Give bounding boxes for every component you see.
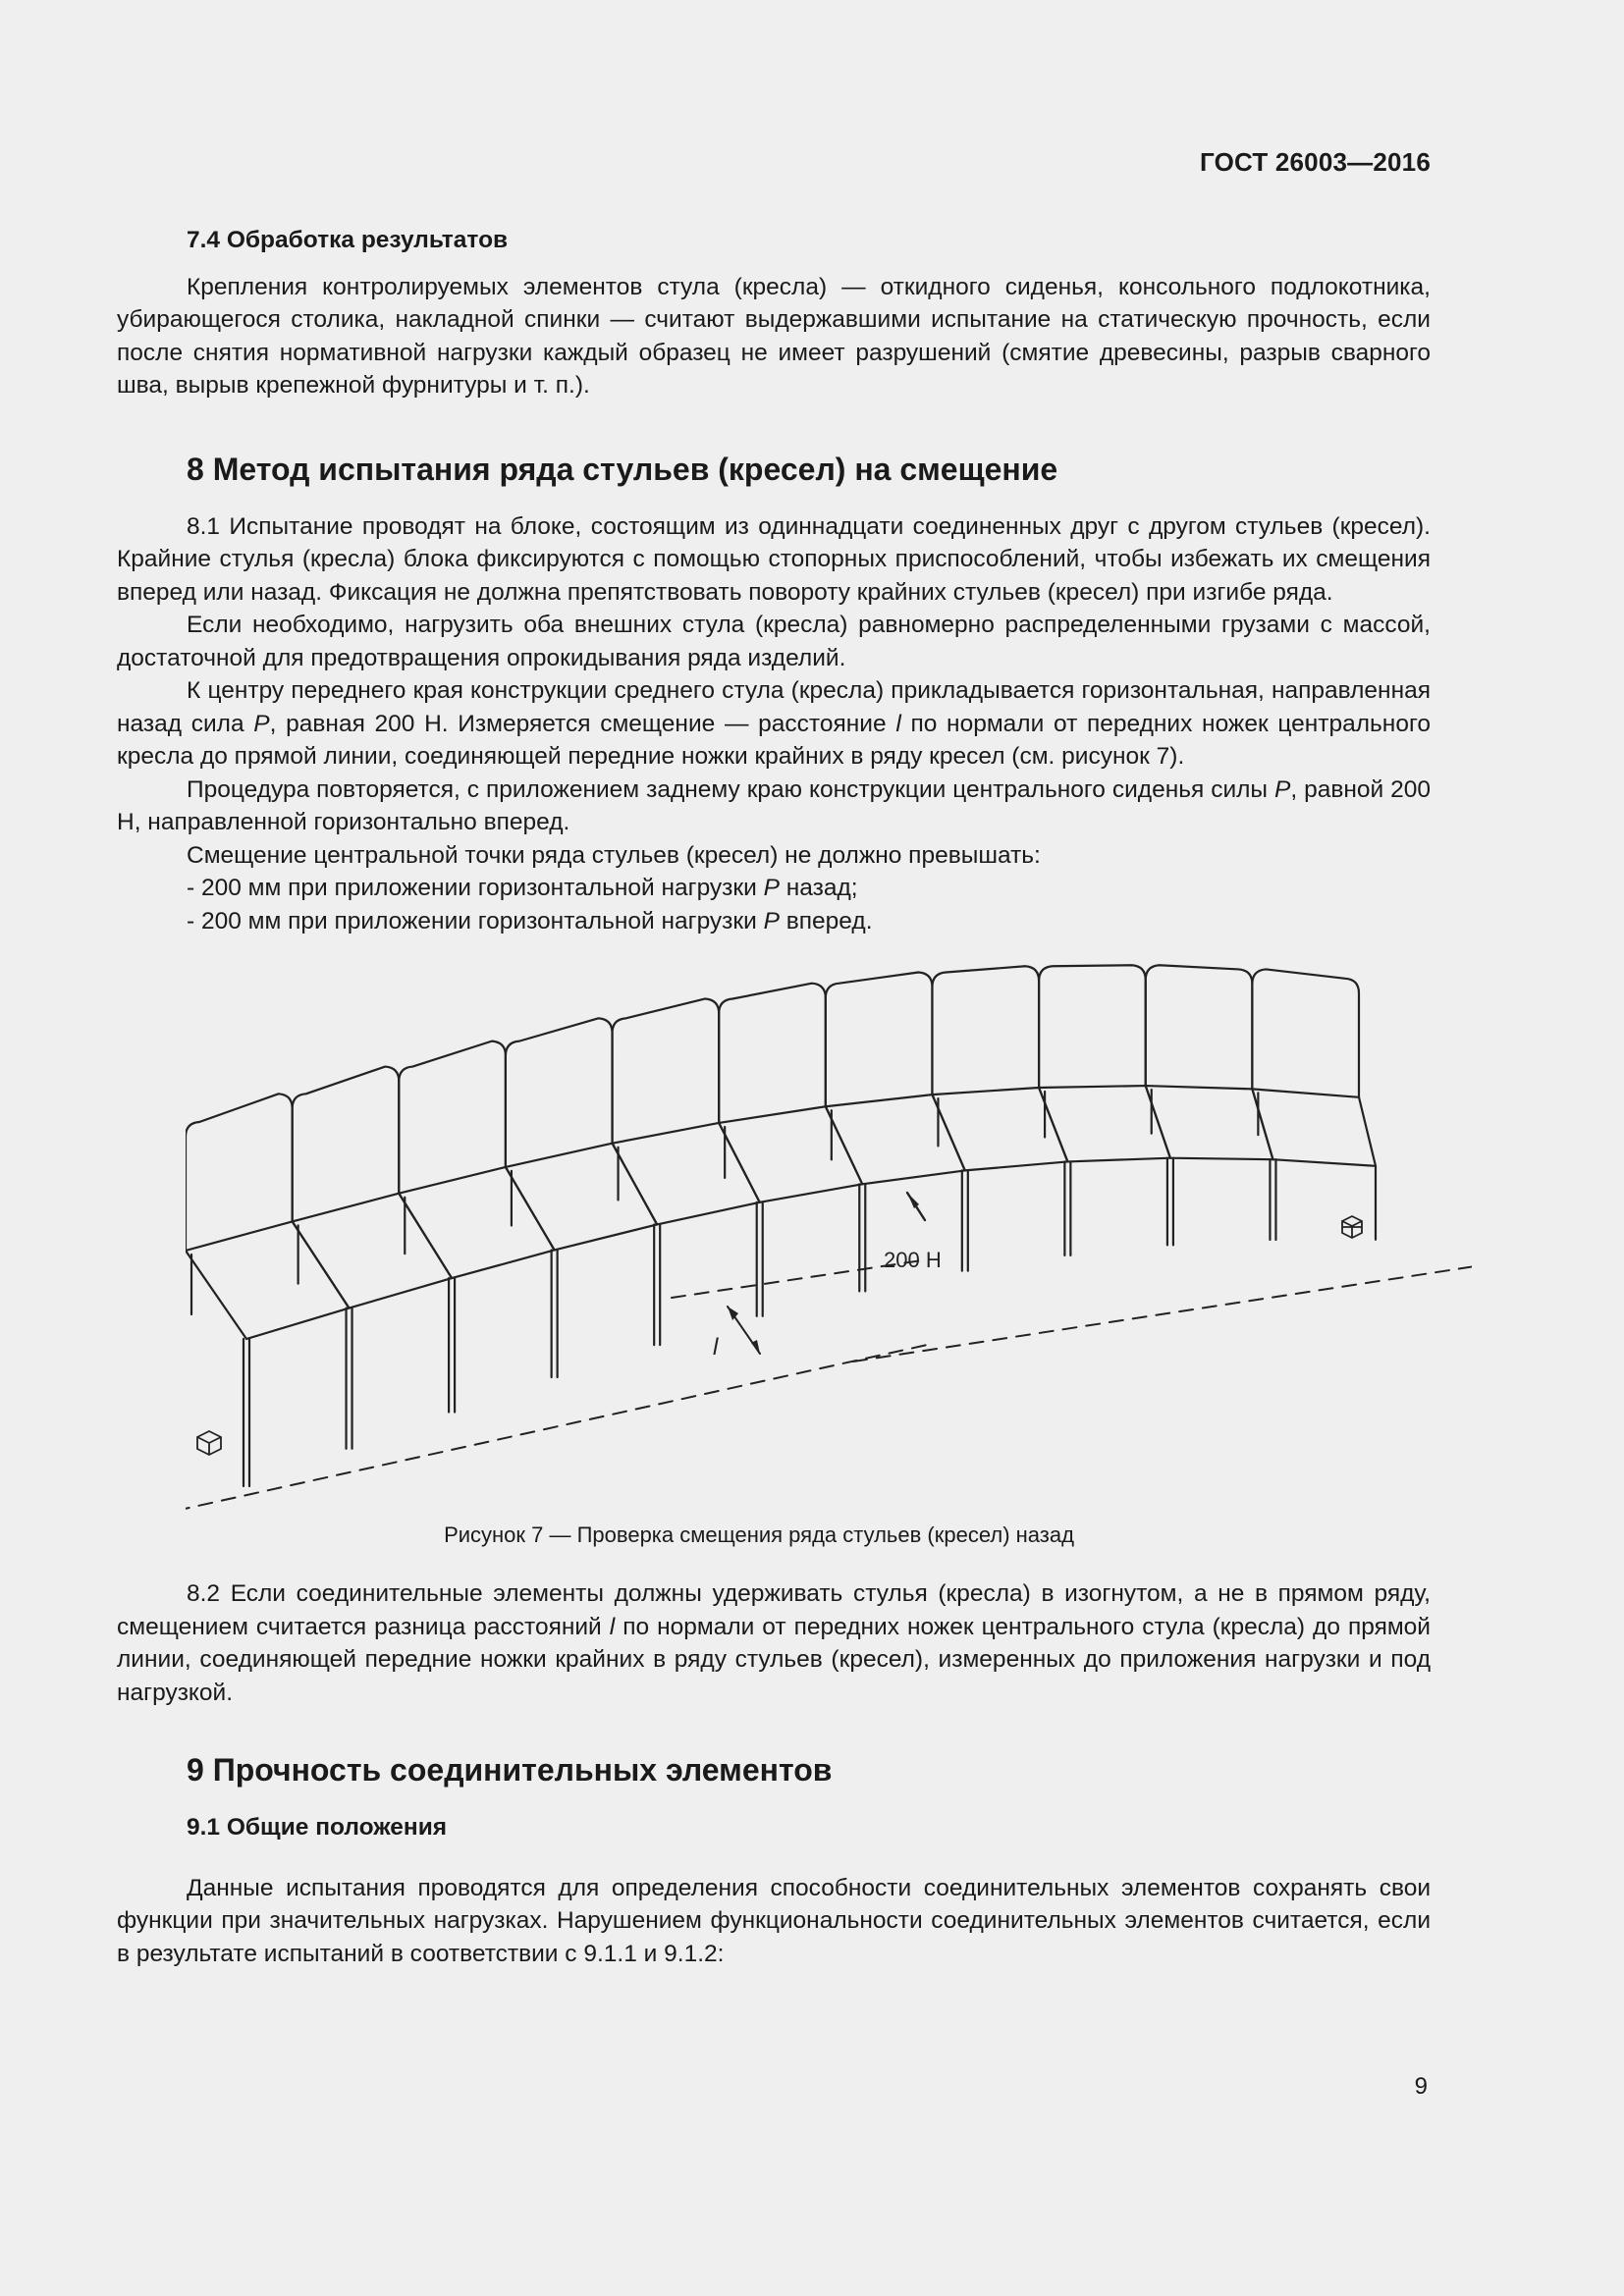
- chair-back: [1252, 969, 1359, 1096]
- chair-back: [719, 984, 826, 1123]
- variable-p: P: [763, 907, 780, 934]
- figure-7: [117, 951, 1431, 1521]
- page-number: 9: [1414, 2073, 1428, 2100]
- left-stopper-icon: [197, 1431, 221, 1455]
- variable-p: P: [1273, 775, 1291, 803]
- chair-leg: [1167, 1158, 1173, 1246]
- chair-leg: [962, 1170, 968, 1270]
- chair-leg: [347, 1308, 352, 1449]
- variable-l: l: [895, 710, 901, 737]
- chair-back: [1039, 965, 1146, 1088]
- section-8-title: 8 Метод испытания ряда стульев (кресел) на смещение: [187, 451, 1058, 487]
- chair-back: [613, 998, 720, 1143]
- section-8-paragraph-4: Процедура повторяется, с приложением заднему краю конструкции центрального сиденья силы P, равной 200 Н, направленной горизонтально вперед.: [117, 775, 1432, 835]
- chair-leg: [654, 1224, 660, 1345]
- chair-back: [1146, 965, 1253, 1089]
- baseline-dashed-right: [853, 1265, 1472, 1362]
- section-8-paragraph-3: К центру переднего края конструкции среднего стула (кресла) прикладывается горизонтальная, направленная назад сила P, равная 200 Н. Измеряется смещение — расстояние l по нормали от передних ножек центрального кресла до прямой линии, соединяющей передние ножки крайних в ряду кресел (см. рисунок 7).: [117, 677, 1431, 770]
- section-9-title: 9 Прочность соединительных элементов: [187, 1752, 833, 1788]
- section-7-4-title: 7.4 Обработка результатов: [187, 227, 509, 253]
- chair-row-drawing: [186, 961, 1472, 1511]
- chair-seat: [613, 1123, 760, 1224]
- list-item-forward: - 200 мм при приложении горизонтальной нагрузки P вперед.: [187, 907, 873, 934]
- chair-back: [186, 1094, 293, 1251]
- chair-leg: [244, 1339, 249, 1486]
- section-7-4-paragraph: Крепления контролируемых элементов стула (кресла) — откидного сиденья, консольного подлокотника, убирающегося столика, накладной спинки — считают выдержавшими испытание на статическую прочность, если после снятия нормативной нагрузки каждый образец не имеет разрушений (смятие древесины, разрыв сварного шва, вырыв крепежной фурнитуры и т. п.).: [117, 273, 1431, 399]
- baseline-dashed: [186, 1344, 932, 1511]
- chair-seat: [932, 1088, 1067, 1170]
- chair-seat: [1252, 1089, 1376, 1165]
- chair-back: [932, 966, 1039, 1095]
- page-content: [117, 224, 1431, 1970]
- chair-back: [826, 972, 933, 1106]
- chairs-group: [186, 965, 1376, 1486]
- chair-seat: [826, 1095, 965, 1184]
- chair-leg: [757, 1202, 763, 1316]
- chair-leg: [1064, 1161, 1070, 1255]
- variable-l: l: [609, 1613, 616, 1640]
- chair-back: [506, 1018, 613, 1167]
- list-item-backward: - 200 мм при приложении горизонтальной нагрузки P назад;: [187, 875, 858, 901]
- section-8-1-paragraph: 8.1 Испытание проводят на блоке, состоящим из одиннадцати соединенных друг с другом стульев (кресел). Крайние стулья (кресла) блока фиксируются с помощью стопорных приспособлений, чтобы избежать их смещения вперед или назад. Фиксация не должна препятствовать повороту крайних стульев (кресел) при изгибе ряда.: [117, 512, 1431, 606]
- section-8-paragraph-5: Смещение центральной точки ряда стульев (кресел) не должно превышать:: [187, 841, 1041, 869]
- chair-leg: [552, 1250, 558, 1377]
- chair-seat: [186, 1221, 350, 1339]
- section-9-1-title: 9.1 Общие положения: [187, 1814, 448, 1841]
- section-9-1-paragraph: Данные испытания проводятся для определения способности соединительных элементов сохранять свои функции при значительных нагрузках. Нарушением функциональности соединительных элементов считается, если в результате испытаний в соответствии с 9.1.1 и 9.1.2:: [117, 1874, 1431, 1967]
- right-stopper-icon: [1342, 1216, 1362, 1238]
- chair-leg: [859, 1184, 865, 1291]
- figure-7-caption: Рисунок 7 — Проверка смещения ряда стульев (кресел) назад: [444, 1522, 1074, 1547]
- document-code: ГОСТ 26003—2016: [1200, 147, 1431, 177]
- variable-p: P: [763, 875, 780, 901]
- chair-seat: [293, 1194, 452, 1308]
- force-label: 200 Н: [884, 1248, 942, 1272]
- chair-seat: [399, 1167, 554, 1278]
- chair-leg: [1270, 1159, 1275, 1240]
- section-8-2-paragraph: 8.2 Если соединительные элементы должны удерживать стулья (кресла) в изогнутом, а не в прямом ряду, смещением считается разница расстояний l по нормали от передних ножек центрального стула (кресла) до прямой линии, соединяющей передние ножки крайних в ряду стульев (кресел), измеренных до приложения нагрузки и под нагрузкой.: [117, 1580, 1431, 1706]
- offset-label: l: [713, 1334, 719, 1361]
- chair-seat: [719, 1106, 862, 1202]
- chair-seat: [506, 1144, 657, 1251]
- section-8-paragraph-2: Если необходимо, нагрузить оба внешних стула (кресла) равномерно распределенными грузами с массой, достаточной для предотвращения опрокидывания ряда изделий.: [117, 612, 1431, 671]
- chair-leg: [449, 1278, 455, 1412]
- variable-p: P: [253, 710, 270, 737]
